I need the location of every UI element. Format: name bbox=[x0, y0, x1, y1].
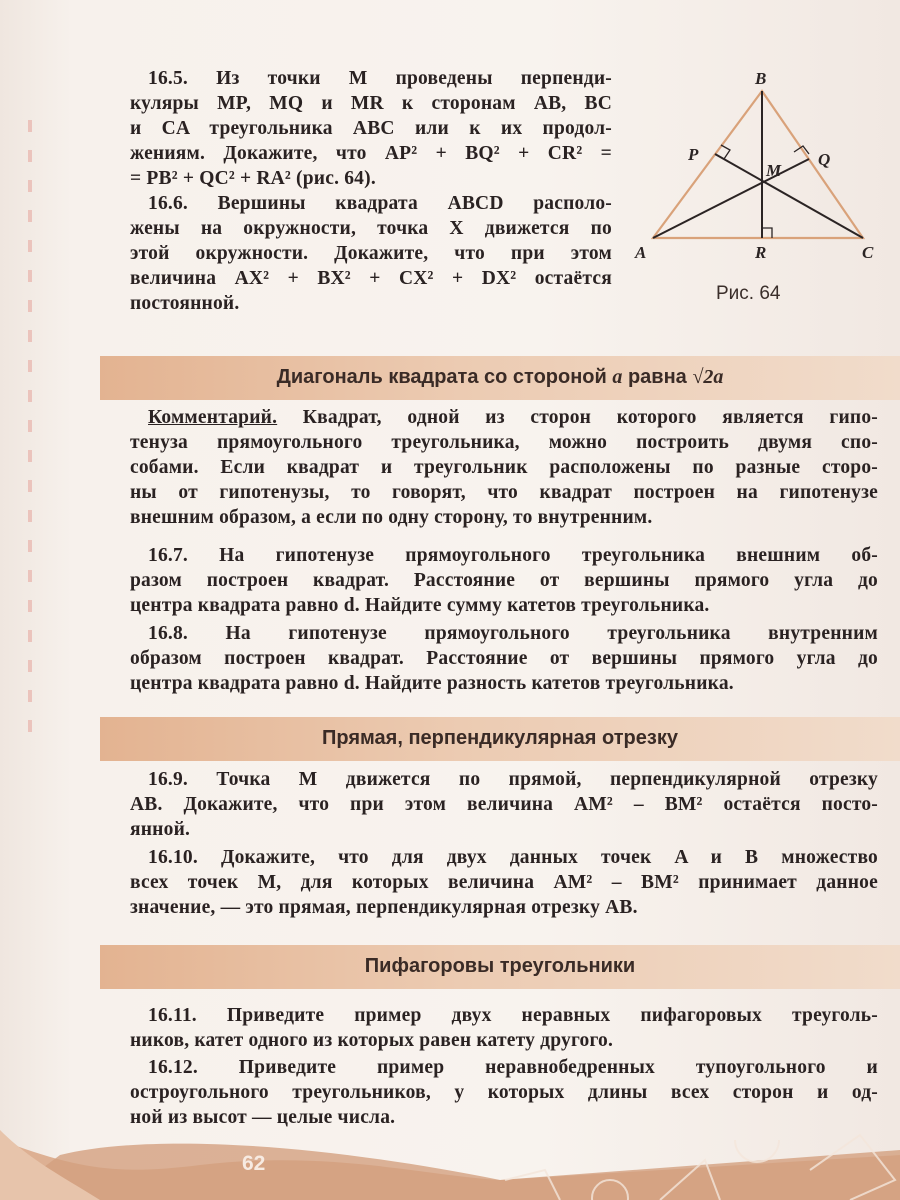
text-line bbox=[130, 870, 878, 895]
text-line bbox=[130, 792, 878, 817]
line-text: собами. Если квадрат и треугольник расположены по разные сторо- bbox=[130, 457, 878, 478]
text-line bbox=[130, 291, 612, 316]
line-text: ников, катет одного из которых равен катету другого. bbox=[130, 1030, 614, 1051]
text-line bbox=[130, 817, 878, 842]
text-line bbox=[130, 66, 612, 91]
problem-16-8 bbox=[130, 621, 878, 696]
line-text: Приведите пример неравнобедренных тупоугольного и bbox=[238, 1057, 878, 1078]
line-text: = PB² + QC² + RA² (рис. 64). bbox=[130, 168, 376, 189]
problem-number: 16.11. bbox=[148, 1005, 197, 1026]
line-text: тенуза прямоугольного треугольника, можно построить двумя спо- bbox=[130, 432, 878, 453]
text-line bbox=[130, 1003, 878, 1028]
problem-16-7 bbox=[130, 543, 878, 618]
text-line bbox=[130, 241, 612, 266]
line-text: Квадрат, одной из сторон которого является гипо- bbox=[302, 407, 878, 428]
problem-number: 16.12. bbox=[148, 1057, 198, 1078]
line-text: образом построен квадрат. Расстояние от вершины прямого угла до bbox=[130, 648, 878, 669]
text-line bbox=[130, 480, 878, 505]
section-title-pythagorean: Пифагоровы треугольники bbox=[364, 955, 636, 977]
line-text: жены на окружности, точка X движется по bbox=[130, 218, 612, 239]
line-text: и CA треугольника ABC или к их продол- bbox=[130, 118, 612, 139]
text-line bbox=[130, 191, 612, 216]
line-text: разом построен квадрат. Расстояние от вершины прямого угла до bbox=[130, 570, 878, 591]
label-b: B bbox=[755, 69, 767, 88]
label-r: R bbox=[755, 243, 767, 262]
problem-16-9 bbox=[130, 767, 878, 842]
figure-64 bbox=[620, 60, 900, 320]
text-line bbox=[130, 141, 612, 166]
label-a: A bbox=[635, 243, 647, 262]
section-title-text: Диагональ квадрата со стороной bbox=[276, 366, 607, 388]
line-text: янной. bbox=[130, 819, 191, 840]
line-text: этой окружности. Докажите, что при этом bbox=[130, 243, 612, 264]
problem-number: 16.10. bbox=[148, 847, 198, 868]
label-q: Q bbox=[818, 150, 831, 169]
line-text: AB. Докажите, что при этом величина AM² – BM² остаётся посто- bbox=[130, 794, 878, 815]
line-text: значение, — это прямая, перпендикулярная отрезку AB. bbox=[130, 897, 638, 918]
section-title-tail: равна bbox=[627, 366, 687, 388]
problem-number: 16.8. bbox=[148, 623, 188, 644]
text-line bbox=[130, 216, 612, 241]
text-line bbox=[130, 266, 612, 291]
line-text: Из точки M проведены перпенди- bbox=[216, 68, 613, 89]
line-text: На гипотенузе прямоугольного треугольника внутренним bbox=[225, 623, 878, 644]
section-title-diagonal bbox=[100, 366, 900, 389]
text-line bbox=[130, 505, 878, 530]
text-line bbox=[130, 1055, 878, 1080]
line-text: жениям. Докажите, что AP² + BQ² + CR² = bbox=[130, 143, 612, 164]
text-line bbox=[130, 895, 878, 920]
commentary-label: Комментарий. bbox=[148, 407, 278, 428]
footer-decoration bbox=[0, 1130, 900, 1200]
figure-caption: Рис. 64 bbox=[716, 283, 781, 304]
text-line bbox=[130, 845, 878, 870]
line-text: всех точек M, для которых величина AM² – BM² принимает данное bbox=[130, 872, 878, 893]
label-p: P bbox=[688, 145, 699, 164]
problem-16-6 bbox=[130, 191, 612, 316]
line-text: постоянной. bbox=[130, 293, 240, 314]
problem-16-12 bbox=[130, 1055, 878, 1130]
problem-number: 16.9. bbox=[148, 769, 188, 790]
line-text: ной из высот — целые числа. bbox=[130, 1107, 396, 1128]
text-line bbox=[130, 767, 878, 792]
text-line bbox=[130, 91, 612, 116]
triangle-abc bbox=[653, 91, 863, 238]
text-line bbox=[130, 405, 878, 430]
problem-number: 16.5. bbox=[148, 68, 188, 89]
text-line bbox=[130, 621, 878, 646]
problem-number: 16.7. bbox=[148, 545, 188, 566]
line-text: остроугольного треугольников, у которых длины всех сторон и од- bbox=[130, 1082, 878, 1103]
section-title-var: a bbox=[612, 366, 623, 388]
line-text: На гипотенузе прямоугольного треугольника внешним об- bbox=[219, 545, 878, 566]
text-line bbox=[130, 593, 878, 618]
text-line bbox=[130, 430, 878, 455]
text-line bbox=[130, 543, 878, 568]
line-text: величина AX² + BX² + CX² + DX² остаётся bbox=[130, 268, 612, 289]
commentary bbox=[130, 405, 878, 530]
line-text: центра квадрата равно d. Найдите разность катетов треугольника. bbox=[130, 673, 734, 694]
text-line bbox=[130, 568, 878, 593]
label-m: M bbox=[766, 161, 782, 180]
text-line bbox=[130, 166, 612, 191]
label-c: C bbox=[862, 243, 874, 262]
text-line bbox=[130, 1080, 878, 1105]
line-text: Вершины квадрата ABCD располо- bbox=[217, 193, 612, 214]
margin-decoration bbox=[28, 120, 32, 740]
text-line bbox=[130, 455, 878, 480]
line-text: центра квадрата равно d. Найдите сумму катетов треугольника. bbox=[130, 595, 710, 616]
text-line bbox=[130, 1105, 878, 1130]
problem-16-5 bbox=[130, 66, 612, 191]
problem-16-10 bbox=[130, 845, 878, 920]
line-text: куляры MP, MQ и MR к сторонам AB, BC bbox=[130, 93, 612, 114]
line-text: Точка M движется по прямой, перпендикулярной отрезку bbox=[216, 769, 879, 790]
problem-number: 16.6. bbox=[148, 193, 188, 214]
text-line bbox=[130, 646, 878, 671]
perpendicular-lines bbox=[653, 91, 863, 238]
text-line bbox=[130, 116, 612, 141]
section-title-math: √2a bbox=[692, 366, 724, 388]
section-title-perpendicular: Прямая, перпендикулярная отрезку bbox=[322, 727, 678, 749]
problem-16-11 bbox=[130, 1003, 878, 1053]
line-text: ны от гипотенузы, то говорят, что квадрат построен на гипотенузе bbox=[130, 482, 878, 503]
page-number: 62 bbox=[242, 1152, 266, 1175]
text-line bbox=[130, 1028, 878, 1053]
text-line bbox=[130, 671, 878, 696]
line-text: Докажите, что для двух данных точек A и B множество bbox=[220, 847, 878, 868]
line-text: Приведите пример двух неравных пифагоровых треуголь- bbox=[226, 1005, 878, 1026]
line-text: внешним образом, а если по одну сторону, то внутренним. bbox=[130, 507, 653, 528]
